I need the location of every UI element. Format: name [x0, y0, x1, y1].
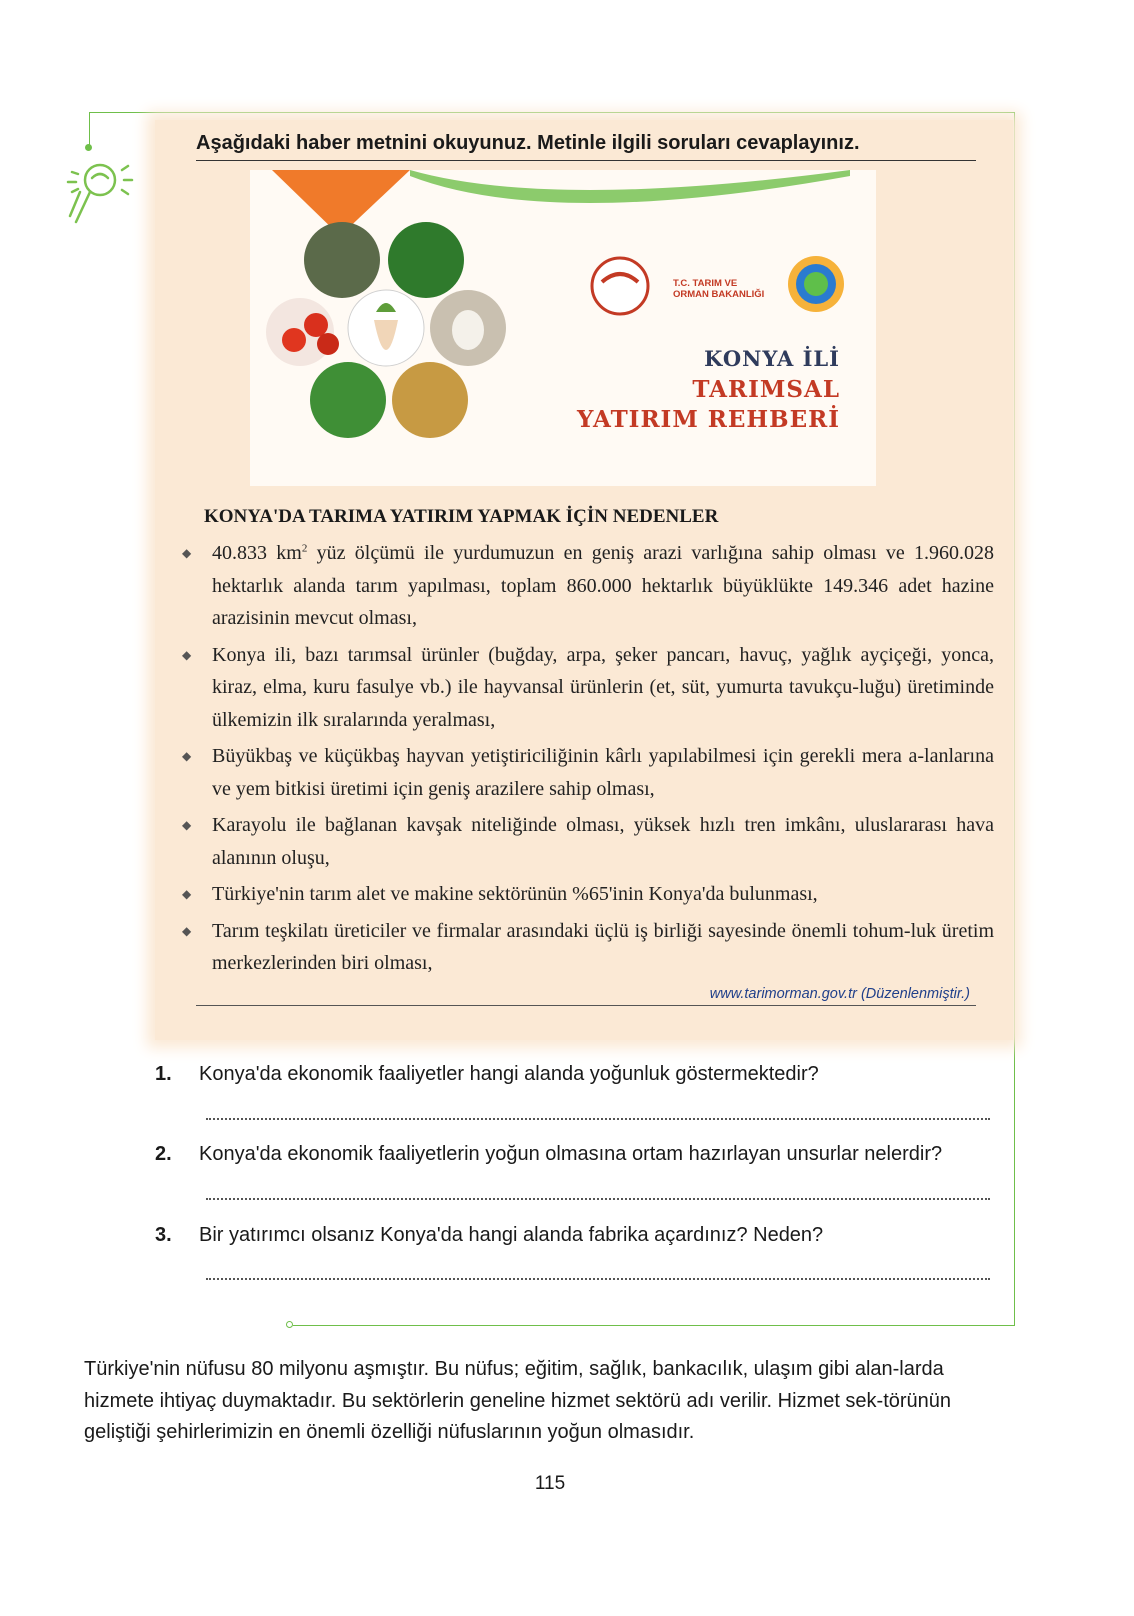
activity-frame-bottom: [293, 1325, 1015, 1326]
list-item: [180, 740, 994, 805]
reasons-title: KONYA'DA TARIMA YATIRIM YAPMAK İÇİN NEDENLER: [204, 506, 719, 527]
activity-frame-right: [1014, 112, 1015, 1326]
magnifier-icon: [56, 152, 138, 234]
banner-title-line: KONYA İLİ: [704, 346, 840, 371]
wheat-photo: [392, 362, 468, 438]
page-number: 115: [534, 1473, 566, 1494]
question-number: 2.: [155, 1143, 172, 1165]
bullet-icon: ◆: [182, 546, 192, 560]
greens-photo: [310, 362, 386, 438]
frame-dot: [85, 144, 92, 151]
list-item: [180, 537, 994, 635]
bullet-icon: ◆: [182, 749, 192, 763]
reason-text: Konya ili, bazı tarımsal ürünler (buğday, arpa, şeker pancarı, havuç, yağlık ayçiçeği, yonca, kiraz, elma, kuru fasulye vb.) ile hayvansal ürünlerin (et, süt, yumurta tavukçu-luğu) üretiminde ülkemizin ilk sıralarında yeralması,: [212, 643, 994, 731]
list-item: [180, 809, 994, 874]
body-paragraph: [84, 1354, 1014, 1449]
cattle-photo: [304, 222, 380, 298]
ministry-logo: [592, 258, 648, 314]
list-item: [180, 878, 994, 911]
reasons-list: [180, 537, 994, 984]
ministry-name-line: ORMAN BAKANLIĞI: [673, 289, 765, 300]
reason-text: Tarım teşkilatı üreticiler ve firmalar arasındaki üçlü iş birliği sayesinde önemli tohum-luk üretim merkezlerinden biri olması,: [212, 919, 994, 974]
bullet-icon: ◆: [182, 887, 192, 901]
banner-title-line: YATIRIM REHBERİ: [577, 406, 840, 433]
bullet-icon: ◆: [182, 818, 192, 832]
list-item: [180, 639, 994, 737]
question-text: Konya'da ekonomik faaliyetler hangi alanda yoğunluk göstermektedir?: [199, 1063, 819, 1085]
answer-line[interactable]: [206, 1118, 990, 1120]
reason-text: yüz ölçümü ile yurdumuzun en geniş arazi varlığına sahip olması ve 1.960.028 hektarlık alanda tarım yapılması, toplam 860.000 hektarlık büyüklükte 149.346 adet hazine arazisinin mevcut olması,: [212, 542, 995, 629]
frame-dot: [286, 1321, 293, 1328]
question-text: Bir yatırımcı olsanız Konya'da hangi alanda fabrika açardınız? Neden?: [199, 1224, 824, 1246]
reason-text: Büyükbaş ve küçükbaş hayvan yetiştiriciliğinin kârlı yapılabilmesi için gerekli mera a-lanlarına ve yem bitkisi üretimi için geniş arazilere sahip olması,: [212, 745, 994, 800]
question-text: Konya'da ekonomik faaliyetlerin yoğun olmasına ortam hazırlayan unsurlar nelerdir?: [199, 1143, 943, 1165]
list-item: [180, 915, 994, 980]
reason-text: 40.833 km: [212, 542, 302, 564]
instruction-heading: Aşağıdaki haber metnini okuyunuz. Metinle ilgili soruları cevaplayınız.: [196, 132, 976, 161]
source-citation: www.tarimorman.gov.tr (Düzenlenmiştir.): [196, 986, 976, 1006]
activity-frame-top: [89, 112, 1015, 113]
answer-line[interactable]: [206, 1198, 990, 1200]
banner-title-line: TARIMSAL: [692, 376, 840, 403]
question-number: 3.: [155, 1224, 172, 1246]
bullet-icon: ◆: [182, 647, 192, 662]
superscript: 2: [301, 542, 308, 555]
banner-illustration: [250, 170, 876, 486]
reason-text: Karayolu ile bağlanan kavşak niteliğinde olması, yüksek hızlı tren imkânı, uluslararası hava alanının oluşu,: [212, 814, 994, 869]
corn-photo: [388, 222, 464, 298]
bullet-icon: ◆: [182, 923, 192, 938]
guide-banner: [250, 170, 876, 486]
activity-frame-left: [89, 112, 90, 148]
ministry-name: [673, 278, 764, 300]
answer-line[interactable]: [206, 1278, 990, 1280]
paragraph-text: Türkiye'nin nüfusu 80 milyonu aşmıştır. Bu nüfus; eğitim, sağlık, bankacılık, ulaşım gibi alan-larda hizmete ihtiyaç duymaktadır. Bu sektörlerin geneline hizmet sektörü adı verilir. Hizmet sek-törünün geliştiği şehirlerimizin en önemli özelliği nüfuslarının yoğun olmasıdır.: [84, 1358, 952, 1443]
ministry-name-line: T.C. TARIM VE: [673, 278, 738, 289]
reason-text: Türkiye'nin tarım alet ve makine sektörünün %65'inin Konya'da bulunması,: [212, 883, 818, 905]
question-number: 1.: [155, 1063, 172, 1085]
